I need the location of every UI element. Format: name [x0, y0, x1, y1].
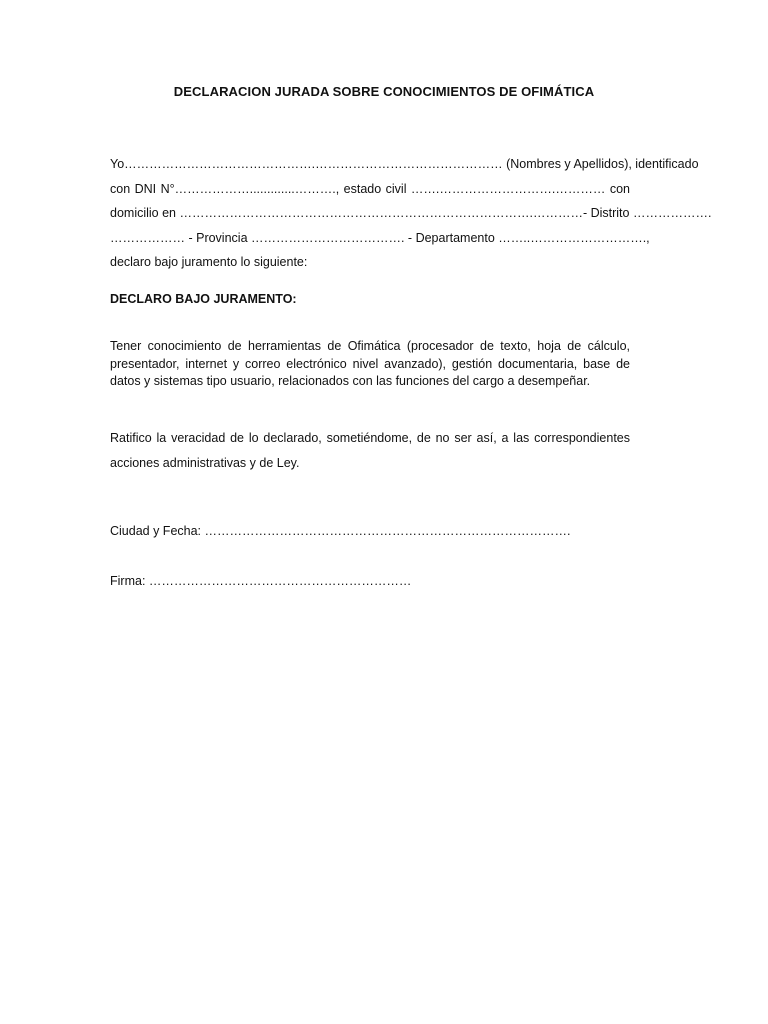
document-title: DECLARACION JURADA SOBRE CONOCIMIENTOS DE OFIMÁTICA	[173, 84, 595, 99]
identity-line-provincia: ……………… - Provincia ………………………………. - Departamento ……..……………………….,	[110, 230, 650, 245]
identity-section	[110, 152, 712, 275]
city-date-field: Ciudad y Fecha: …………………………………………………………………………….	[110, 524, 571, 538]
identity-line-name: Yo……………………………………….……………………………………… (Nombres y Apellidos), identificado	[110, 157, 699, 171]
knowledge-paragraph: Tener conocimiento de herramientas de Ofimática (procesador de texto, hoja de cálculo, presentador, internet y correo electrónico nivel avanzado), gestión documentaria, base de datos y sistemas tipo usuario, relacionados con las funciones del cargo a desempeñar.	[110, 339, 630, 388]
declaration-heading: DECLARO BAJO JURAMENTO:	[110, 292, 297, 306]
identity-line-domicilio: domicilio en ………………………………………………………………………….…………- Distrito ……………….	[110, 206, 712, 220]
identity-line-declaro: declaro bajo juramento lo siguiente:	[110, 255, 308, 269]
signature-field: Firma: ………………………………………………………	[110, 574, 412, 588]
identity-line-dni: con DNI N°……………….............………., estado civil …….……………………….………… con	[110, 181, 630, 196]
ratification-paragraph: Ratifico la veracidad de lo declarado, sometiéndome, de no ser así, a las correspondientes acciones administrativas y de Ley.	[110, 431, 630, 470]
